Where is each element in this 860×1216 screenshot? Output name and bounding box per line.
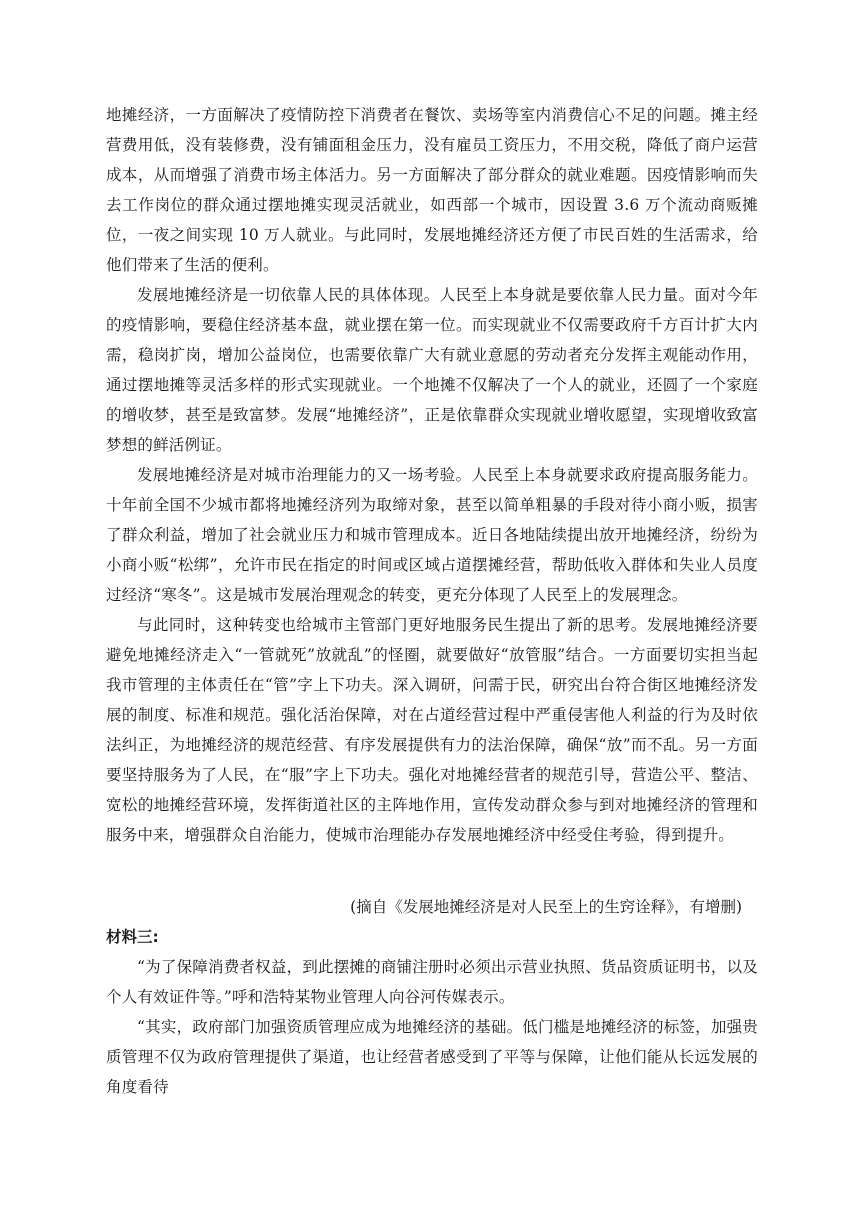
paragraph-consumer-rights: “为了保障消费者权益，到此摆摊的商铺注册时必须出示营业执照、货品资质证明书，以及个人有效证件等。”呼和浩特某物业管理人向谷河传媒表示。 bbox=[106, 958, 758, 1006]
paragraph-relying-on-people: 发展地摊经济是一切依靠人民的具体体现。人民至上本身就是要依靠人民力量。面对今年的疫情影响，要稳住经济基本盘，就业摆在第一位。而实现就业不仅需要政府千方百计扩大内需，稳岗扩岗，增加公益岗位，也需要依靠广大有就业意愿的劳动者充分发挥主观能动作用，通过摆地摊等灵活多样的形式实现就业。一个地摊不仅解决了一个人的就业，还圆了一个家庭的增收梦，甚至是致富梦。发展“地摊经济”，正是依靠群众实现就业增收愿望，实现增收致富梦想的鲜活例证。 bbox=[106, 286, 758, 454]
document-page bbox=[106, 100, 758, 1102]
source-citation: (摘自《发展地摊经济是对人民至上的生窍诠释》，有增删) bbox=[350, 898, 742, 916]
paragraph-city-governance-test: 发展地摊经济是对城市治理能力的又一场考验。人民至上本身就要求政府提高服务能力。十年前全国不少城市都将地摊经济列为取缔对象，甚至以简单粗暴的手段对待小商小贩，损害了群众利益，增加了社会就业压力和城市管理成本。近日各地陆续提出放开地摊经济，纷纷为小商小贩“松绑”，允许市民在指定的时间或区域占道摆摊经营，帮助低收入群体和失业人员度过经济“寒冬”。这是城市发展治理观念的转变，更充分体现了人民至上的发展理念。 bbox=[106, 466, 758, 604]
paragraph-management-service: 与此同时，这种转变也给城市主管部门更好地服务民生提出了新的思考。发展地摊经济要避免地摊经济走入“一管就死”放就乱”的怪圈，就要做好“放管服”结合。一方面要切实担当起我市管理的主体责任在“管”字上下功夫。深入调研，问需于民，研究出台符合街区地摊经济发展的制度、标准和规范。强化活治保障，对在占道经营过程中严重侵害他人利益的行为及时依法纠正，为地摊经济的规范经营、有序发展提供有力的法治保障，确保“放”而不乱。另一方面要坚持服务为了人民，在“服”字上下功夫。强化对地摊经营者的规范引导，营造公平、整洁、宽松的地摊经营环境，发挥街道社区的主阵地作用，宣传发动群众参与到对地摊经济的管理和服务中来，增强群众自治能力，使城市治理能办存发展地摊经济中经受住考验，得到提升。 bbox=[106, 616, 758, 844]
paragraph-stall-economy-benefits: 地摊经济，一方面解决了疫情防控下消费者在餐饮、卖场等室内消费信心不足的问题。摊主经营费用低，没有装修费，没有铺面租金压力，没有雇员工资压力，不用交税，降低了商户运营成本，从而增强了消费市场主体活力。另一方面解决了部分群众的就业难题。因疫情影响而失去工作岗位的群众通过摆地摊实现灵活就业，如西部一个城市，因设置 3.6 万个流动商贩摊位，一夜之间实现 10 万人就业。与此同时，发展地摊经济还方便了市民百姓的生活需求，给他们带来了生活的便利。 bbox=[106, 106, 758, 274]
material-three-heading: 材料三: bbox=[106, 928, 159, 946]
paragraph-qualification-management: “其实，政府部门加强资质管理应成为地摊经济的基础。低门槛是地摊经济的标签，加强贵质管理不仅为政府管理提供了渠道，也让经营者感受到了平等与保障，让他们能从长远发展的角度看待 bbox=[106, 1018, 758, 1096]
